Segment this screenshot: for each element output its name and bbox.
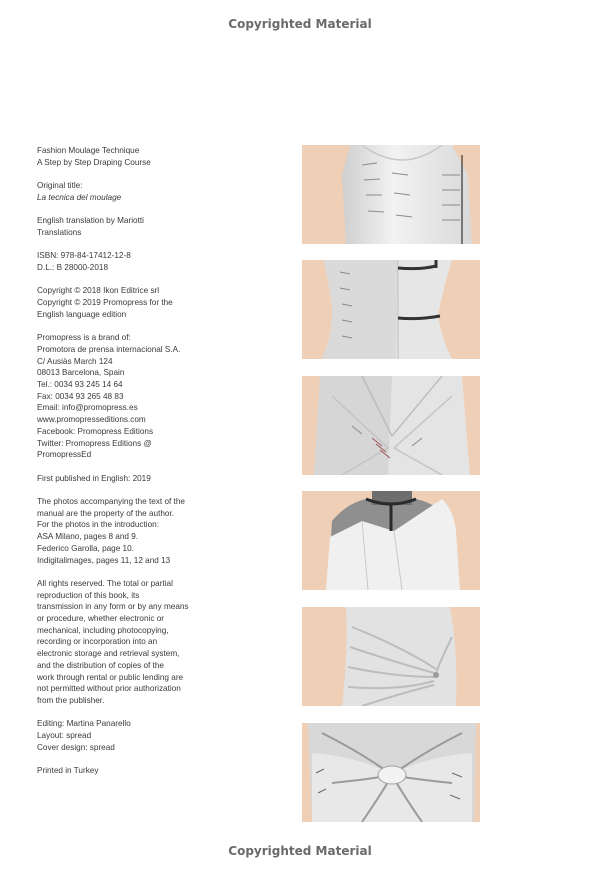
book-title: Fashion Moulage Technique <box>37 146 140 155</box>
publisher-line: Tel.: 0034 93 245 14 64 <box>37 379 123 389</box>
photo-taped-mannequin <box>302 260 480 359</box>
rights-line: and the distribution of copies of the <box>37 660 164 670</box>
isbn: ISBN: 978-84-17412-12-8 <box>37 251 131 261</box>
rights-line: electronic storage and retrieval system, <box>37 649 180 659</box>
publisher-line: Promopress is a brand of: <box>37 333 131 343</box>
printed-block <box>37 765 207 777</box>
translation-line: Translations <box>37 227 82 237</box>
photo-credit-line: manual are the property of the author. <box>37 508 175 518</box>
publisher-line: www.promopresseditions.com <box>37 415 146 425</box>
copyright-line: Copyright © 2018 Ikon Editrice srl <box>37 286 160 296</box>
original-title-block <box>37 180 207 203</box>
publisher-block <box>37 332 207 461</box>
book-subtitle: A Step by Step Draping Course <box>37 157 151 167</box>
original-title-label: Original title: <box>37 181 83 191</box>
printed-in: Printed in Turkey <box>37 766 99 776</box>
copyright-block <box>37 285 207 320</box>
rights-line: from the publisher. <box>37 695 105 705</box>
photo-pinned-bodice <box>302 145 480 244</box>
photo-draped-front <box>302 376 480 475</box>
editing-line: Layout: spread <box>37 731 92 741</box>
book-title-block <box>37 145 207 168</box>
first-published: First published in English: 2019 <box>37 473 151 483</box>
rights-line: or procedure, whether electronic or <box>37 614 164 623</box>
publisher-line: Email: info@promopress.es <box>37 403 138 413</box>
first-published-block <box>37 473 207 485</box>
rights-line: transmission in any form or by any means <box>37 602 189 612</box>
isbn-block <box>37 250 207 273</box>
publisher-line: C/ Ausiàs March 124 <box>37 356 113 366</box>
rights-block <box>37 578 207 707</box>
original-title: La tecnica del moulage <box>37 192 122 202</box>
copyright-banner-bottom: Copyrighted Material <box>228 844 372 858</box>
copyright-banner-top: Copyrighted Material <box>228 17 372 31</box>
photo-credit-line: ASA Milano, pages 8 and 9. <box>37 532 139 542</box>
rights-line: work through rental or public lending are <box>37 672 184 682</box>
photo-credit-line: The photos accompanying the text of the <box>37 496 185 506</box>
photo-credit-line: Indigitalimages, pages 11, 12 and 13 <box>37 555 171 565</box>
photo-credit-line: Federico Garolla, page 10. <box>37 543 134 553</box>
rights-line: reproduction of this book, its <box>37 590 140 600</box>
photo-draped-gathers <box>302 607 480 706</box>
editing-line: Editing: Martina Panarello <box>37 719 131 729</box>
photo-one-shoulder-bodice <box>302 491 480 590</box>
rights-line: All rights reserved. The total or partial <box>37 578 173 588</box>
copyright-line: Copyright © 2019 Promopress for the <box>37 298 173 308</box>
translation-block <box>37 215 207 238</box>
photo-twisted-knot <box>302 723 480 822</box>
rights-line: mechanical, including photocopying, <box>37 625 169 635</box>
legal-deposit: D.L.: B 28000-2018 <box>37 262 109 272</box>
editing-line: Cover design: spread <box>37 742 115 752</box>
publisher-line: Twitter: Promopress Editions @ <box>37 438 152 448</box>
credits-column <box>37 145 207 789</box>
publisher-line: Promotora de prensa internacional S.A. <box>37 344 181 354</box>
translation-line: English translation by Mariotti <box>37 216 144 226</box>
publisher-line: 08013 Barcelona, Spain <box>37 368 125 378</box>
copyright-line: English language edition <box>37 309 127 319</box>
publisher-line: Fax: 0034 93 265 48 83 <box>37 391 124 401</box>
rights-line: not permitted without prior authorization <box>37 684 181 694</box>
publisher-line: Facebook: Promopress Editions <box>37 426 154 436</box>
photo-credit-line: For the photos in the introduction: <box>37 520 159 530</box>
publisher-line: PromopressEd <box>37 450 92 460</box>
photo-credits-block <box>37 496 207 566</box>
editing-block <box>37 718 207 753</box>
rights-line: recording or incorporation into an <box>37 637 158 647</box>
